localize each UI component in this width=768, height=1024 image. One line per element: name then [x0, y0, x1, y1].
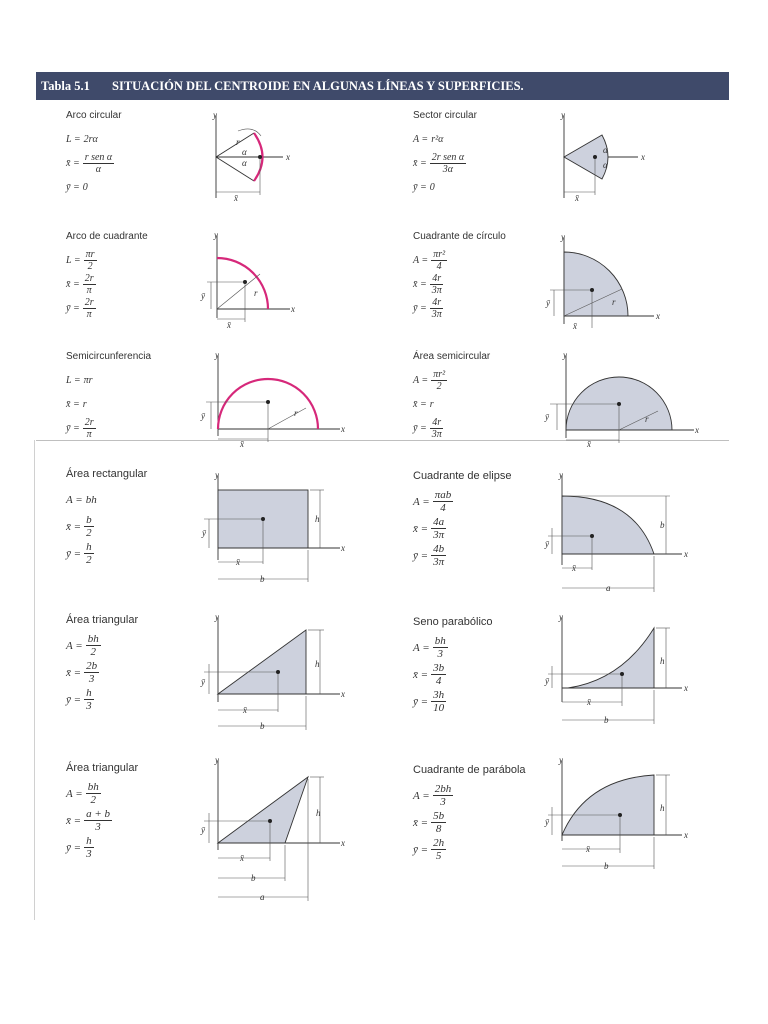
fraction — [84, 687, 94, 712]
formula-lhs: ȳ = — [413, 181, 427, 193]
fraction — [430, 273, 444, 296]
denominator: 3 — [88, 673, 95, 685]
area-rectangular-name: Área rectangular — [66, 468, 148, 480]
label-x: x — [341, 424, 345, 434]
numerator: 2r — [84, 296, 94, 308]
numerator: 2r — [84, 416, 94, 428]
denominator: 2 — [436, 380, 442, 392]
label-ybar: ȳ — [201, 411, 205, 421]
fraction — [84, 514, 94, 539]
formula-lhs: x̄ = — [66, 398, 80, 410]
numerator: 4r — [432, 296, 442, 308]
area-triangular-2-name: Área triangular — [66, 762, 139, 774]
formula-lhs: ȳ = — [66, 841, 82, 854]
label-xbar: x̄ — [587, 439, 591, 449]
numerator: 2h — [433, 836, 445, 849]
fraction — [433, 489, 454, 514]
fraction — [83, 273, 96, 296]
table-header — [36, 72, 729, 100]
fraction — [430, 297, 444, 320]
label-h: h — [660, 656, 665, 666]
formula-rhs: r²α — [431, 133, 444, 145]
cuadrante-elipse-name: Cuadrante de elipse — [413, 470, 512, 482]
numerator: πr — [85, 248, 95, 260]
arco-cuadrante-name: Arco de cuadrante — [66, 231, 148, 242]
label-ybar: ȳ — [545, 676, 549, 686]
label-b: b — [260, 574, 265, 584]
label-alpha: α — [603, 145, 608, 155]
label-a: a — [260, 892, 265, 902]
denominator: π — [86, 308, 92, 320]
area-triangular-2-figure — [198, 755, 348, 905]
formula-lhs: x̄ = — [413, 157, 427, 169]
denominator: 3π — [433, 529, 445, 541]
numerator: 5b — [433, 809, 445, 822]
numerator: h — [86, 834, 92, 847]
semicircunferencia-name: Semicircunferencia — [66, 351, 152, 362]
seno-parabolico-name: Seno parabólico — [413, 616, 493, 628]
label-xbar: x̄ — [573, 321, 577, 331]
denominator: 2 — [90, 646, 96, 658]
formula-rhs: r — [429, 398, 434, 410]
formula-lhs: ȳ = — [413, 843, 429, 856]
label-xbar: x̄ — [240, 439, 244, 449]
numerator: h — [86, 540, 92, 553]
formula-lhs: L = — [66, 374, 81, 386]
fraction — [83, 297, 96, 320]
numerator: h — [86, 686, 92, 699]
label-h: h — [315, 659, 320, 669]
formula-lhs: ȳ = — [66, 547, 82, 560]
numerator: πab — [434, 488, 452, 501]
numerator: 4r — [432, 416, 442, 428]
formula-lhs: ȳ = — [66, 693, 82, 706]
label-h: h — [315, 514, 320, 524]
denominator: 8 — [435, 823, 442, 835]
table-number: Tabla 5.1 — [41, 79, 90, 93]
numerator: r sen α — [84, 151, 113, 163]
fraction — [431, 369, 447, 392]
label-b: b — [251, 873, 256, 883]
label-x: x — [291, 304, 295, 314]
seno-parabolico-figure — [542, 612, 692, 734]
denominator: π — [86, 284, 92, 296]
fraction — [84, 808, 112, 833]
fraction — [84, 660, 99, 685]
denominator: 3 — [86, 700, 92, 712]
label-a: a — [606, 583, 611, 593]
label-x: x — [341, 689, 345, 699]
numerator: 3h — [433, 688, 445, 701]
label-ybar: ȳ — [546, 298, 550, 308]
denominator: 3π — [431, 428, 442, 440]
fraction — [83, 152, 114, 175]
label-b: b — [260, 721, 265, 731]
formula-lhs: x̄ = — [66, 520, 82, 533]
label-xbar: x̄ — [234, 193, 238, 203]
denominator: 10 — [433, 702, 445, 714]
label-y: y — [559, 612, 563, 622]
denominator: 2 — [86, 554, 92, 566]
formula-lhs: x̄ = — [66, 278, 80, 290]
numerator: πr² — [433, 368, 446, 380]
label-y: y — [561, 232, 565, 242]
denominator: 3π — [433, 556, 445, 568]
label-r: r — [645, 414, 649, 424]
denominator: 4 — [435, 675, 442, 687]
formula-lhs: x̄ = — [66, 666, 82, 679]
label-y: y — [563, 350, 567, 360]
formula-lhs: ȳ = — [66, 181, 80, 193]
denominator: 3 — [86, 848, 92, 860]
label-b: b — [604, 861, 609, 871]
label-alpha: α — [242, 147, 247, 157]
label-y: y — [214, 230, 218, 240]
formula-lhs: ȳ = — [66, 302, 80, 314]
formula-lhs: A = — [413, 495, 430, 508]
formula-lhs: ȳ = — [413, 549, 429, 562]
numerator: 4a — [433, 515, 445, 528]
label-y: y — [215, 350, 219, 360]
denominator: 4 — [436, 260, 442, 272]
label-b: b — [604, 715, 609, 725]
numerator: 2r sen α — [431, 151, 465, 163]
label-x: x — [684, 549, 688, 559]
label-h: h — [316, 808, 321, 818]
fraction — [431, 662, 446, 687]
fraction — [86, 781, 101, 806]
numerator: 4r — [432, 272, 442, 284]
formula-lhs: x̄ = — [413, 398, 427, 410]
fraction — [84, 541, 94, 566]
area-triangular-1-name: Área triangular — [66, 614, 139, 626]
formula-lhs: A = — [413, 133, 429, 145]
numerator: 4b — [433, 542, 445, 555]
formula-lhs: x̄ = — [413, 522, 429, 535]
formula-lhs: A = — [66, 493, 83, 506]
label-x: x — [684, 683, 688, 693]
label-ybar: ȳ — [545, 539, 549, 549]
arco-circular-name: Arco circular — [66, 110, 122, 121]
cuadrante-elipse-figure — [542, 470, 692, 595]
area-semicircular-name: Área semicircular — [413, 351, 491, 362]
numerator: bh — [87, 632, 99, 645]
label-y: y — [559, 470, 563, 480]
label-y: y — [561, 110, 565, 120]
label-xbar: x̄ — [243, 705, 247, 715]
label-y: y — [213, 110, 217, 120]
arco-circular-figure — [205, 110, 295, 205]
cuadrante-circulo-name: Cuadrante de círculo — [413, 231, 506, 242]
label-r: r — [254, 288, 258, 298]
label-ybar: ȳ — [201, 677, 205, 687]
label-alpha: α — [603, 160, 608, 170]
denominator: 2 — [87, 260, 93, 272]
cuadrante-parabola-figure — [542, 755, 692, 877]
label-x: x — [641, 152, 645, 162]
fraction — [83, 417, 96, 440]
fraction — [431, 837, 446, 862]
denominator: 3 — [437, 648, 443, 660]
formula-lhs: x̄ = — [413, 816, 429, 829]
formula-rhs: πr — [83, 374, 93, 386]
denominator: 3α — [442, 163, 454, 175]
table-title: SITUACIÓN DEL CENTROIDE EN ALGUNAS LÍNEAS Y SUPERFICIES. — [112, 79, 524, 93]
denominator: 3π — [431, 284, 442, 296]
label-ybar: ȳ — [201, 825, 205, 835]
formula-lhs: A = — [413, 789, 430, 802]
numerator: 2r — [84, 272, 94, 284]
area-rectangular-figure — [198, 470, 348, 582]
label-x: x — [684, 830, 688, 840]
fraction — [86, 633, 101, 658]
label-ybar: ȳ — [545, 817, 549, 827]
denominator: 3 — [440, 796, 446, 808]
area-semicircular-figure — [542, 350, 702, 447]
fraction — [433, 635, 448, 660]
cuadrante-circulo-figure — [542, 232, 662, 332]
label-xbar: x̄ — [236, 557, 240, 567]
denominator: 5 — [435, 850, 442, 862]
label-r: r — [612, 297, 616, 307]
formula-lhs: x̄ = — [66, 157, 80, 169]
denominator: 2 — [86, 527, 92, 539]
numerator: bh — [434, 634, 446, 647]
label-r: r — [236, 137, 240, 147]
formula-rhs: 2rα — [83, 133, 98, 145]
label-alpha: α — [242, 158, 247, 168]
fraction — [430, 417, 444, 440]
fraction — [431, 689, 446, 714]
formula-lhs: L = — [66, 254, 81, 266]
label-y: y — [215, 612, 219, 622]
formula-rhs: 0 — [429, 181, 435, 193]
formula-lhs: A = — [66, 639, 83, 652]
label-x: x — [656, 311, 660, 321]
formula-lhs: A = — [413, 374, 429, 386]
formula-rhs: r — [82, 398, 87, 410]
formula-lhs: A = — [66, 787, 83, 800]
label-x: x — [286, 152, 290, 162]
formula-lhs: ȳ = — [66, 422, 80, 434]
fraction — [433, 783, 454, 808]
fraction — [431, 249, 447, 272]
label-y: y — [215, 755, 219, 765]
label-b: b — [660, 520, 665, 530]
label-xbar: x̄ — [575, 193, 579, 203]
fraction — [84, 835, 94, 860]
label-xbar: x̄ — [572, 563, 576, 573]
numerator: bh — [87, 780, 99, 793]
formula-lhs: A = — [413, 641, 430, 654]
numerator: 2b — [86, 659, 98, 672]
formula-lhs: x̄ = — [413, 278, 427, 290]
formula-rhs: 0 — [82, 181, 88, 193]
numerator: b — [86, 513, 92, 526]
label-h: h — [660, 803, 665, 813]
formula-lhs: x̄ = — [413, 668, 429, 681]
numerator: 3b — [433, 661, 445, 674]
label-y: y — [215, 470, 219, 480]
denominator: 2 — [90, 794, 96, 806]
label-x: x — [341, 543, 345, 553]
fraction — [431, 543, 446, 568]
label-ybar: ȳ — [202, 528, 206, 538]
sector-circular-figure — [550, 110, 650, 205]
formula-lhs: L = — [66, 133, 81, 145]
formula-rhs: bh — [85, 493, 97, 506]
fraction — [430, 152, 466, 175]
formula-lhs: A = — [413, 254, 429, 266]
denominator: α — [95, 163, 102, 175]
denominator: 3π — [431, 308, 442, 320]
formula-lhs: ȳ = — [413, 422, 427, 434]
formula-lhs: ȳ = — [413, 695, 429, 708]
label-xbar: x̄ — [586, 844, 590, 854]
arco-cuadrante-figure — [198, 230, 298, 330]
label-ybar: ȳ — [545, 412, 549, 422]
fraction — [431, 810, 446, 835]
margin-line — [34, 440, 35, 920]
denominator: 4 — [440, 502, 446, 514]
label-r: r — [294, 408, 298, 418]
fraction — [84, 249, 97, 272]
semicircunferencia-figure — [198, 350, 348, 449]
label-x: x — [341, 838, 345, 848]
label-ybar: ȳ — [201, 291, 205, 301]
label-xbar: x̄ — [587, 697, 591, 707]
label-xbar: x̄ — [227, 320, 231, 330]
fraction — [431, 516, 446, 541]
denominator: 3 — [95, 821, 101, 833]
label-xbar: x̄ — [240, 853, 244, 863]
label-x: x — [695, 425, 699, 435]
label-y: y — [559, 755, 563, 765]
numerator: 2bh — [434, 782, 452, 795]
numerator: πr² — [433, 248, 446, 260]
formula-lhs: x̄ = — [66, 814, 82, 827]
area-triangular-1-figure — [198, 612, 348, 734]
sector-circular-name: Sector circular — [413, 110, 477, 121]
denominator: π — [86, 428, 92, 440]
formula-lhs: ȳ = — [413, 302, 427, 314]
cuadrante-parabola-name: Cuadrante de parábola — [413, 764, 526, 776]
numerator: a + b — [86, 807, 110, 820]
